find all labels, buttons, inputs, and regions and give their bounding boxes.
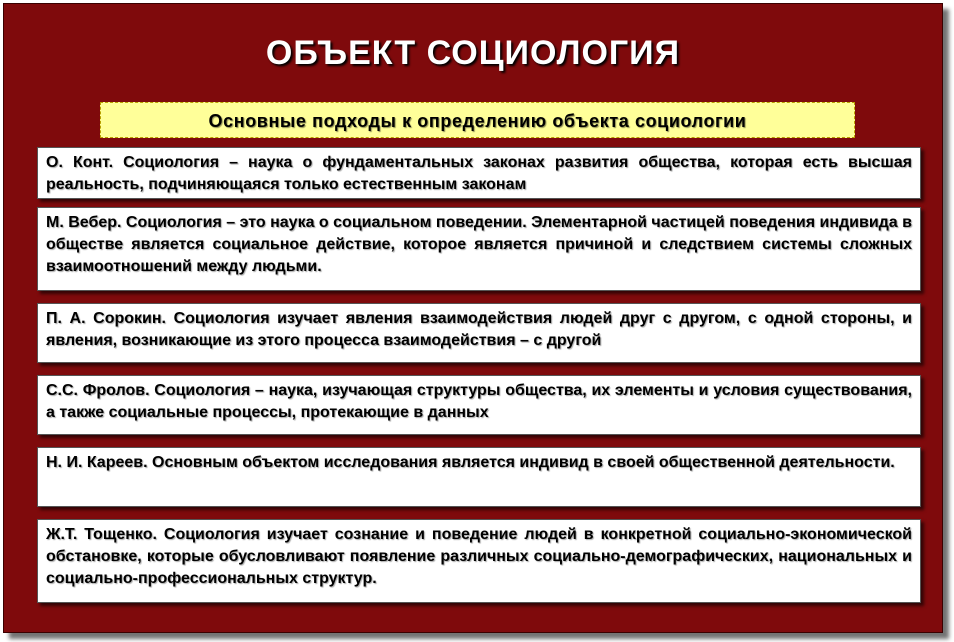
slide-title: ОБЪЕКТ СОЦИОЛОГИЯ: [265, 34, 681, 72]
approach-weber: М. Вебер. Социология – это наука о социальном поведении. Элементарной частицей поведения индивида в обществе является социальное действие, которое является причиной и следствием системы сложных взаимоотношений между людьми.: [37, 207, 921, 291]
subtitle-banner: Основные подходы к определению объекта социологии: [100, 102, 855, 138]
approach-sorokin: П. А. Сорокин. Социология изучает явления взаимодействия людей друг с другом, с одной стороны, и явления, возникающие из этого процесса взаимодействия – с другой: [37, 303, 921, 363]
approach-kareev: Н. И. Кареев. Основным объектом исследования является индивид в своей общественной деятельности.: [37, 447, 921, 507]
approach-comte: О. Конт. Социология – наука о фундаментальных законах развития общества, которая есть высшая реальность, подчиняющаяся только естественным законам: [37, 147, 921, 199]
approach-toshchenko: Ж.Т. Тощенко. Социология изучает сознание и поведение людей в конкретной социально-экономической обстановке, которые обусловливают появление различных социально-демографических, национальных и социально-профессиональных структур.: [37, 519, 921, 603]
approach-frolov: С.С. Фролов. Социология – наука, изучающая структуры общества, их элементы и условия существования, а также социальные процессы, протекающие в данных: [37, 375, 921, 435]
